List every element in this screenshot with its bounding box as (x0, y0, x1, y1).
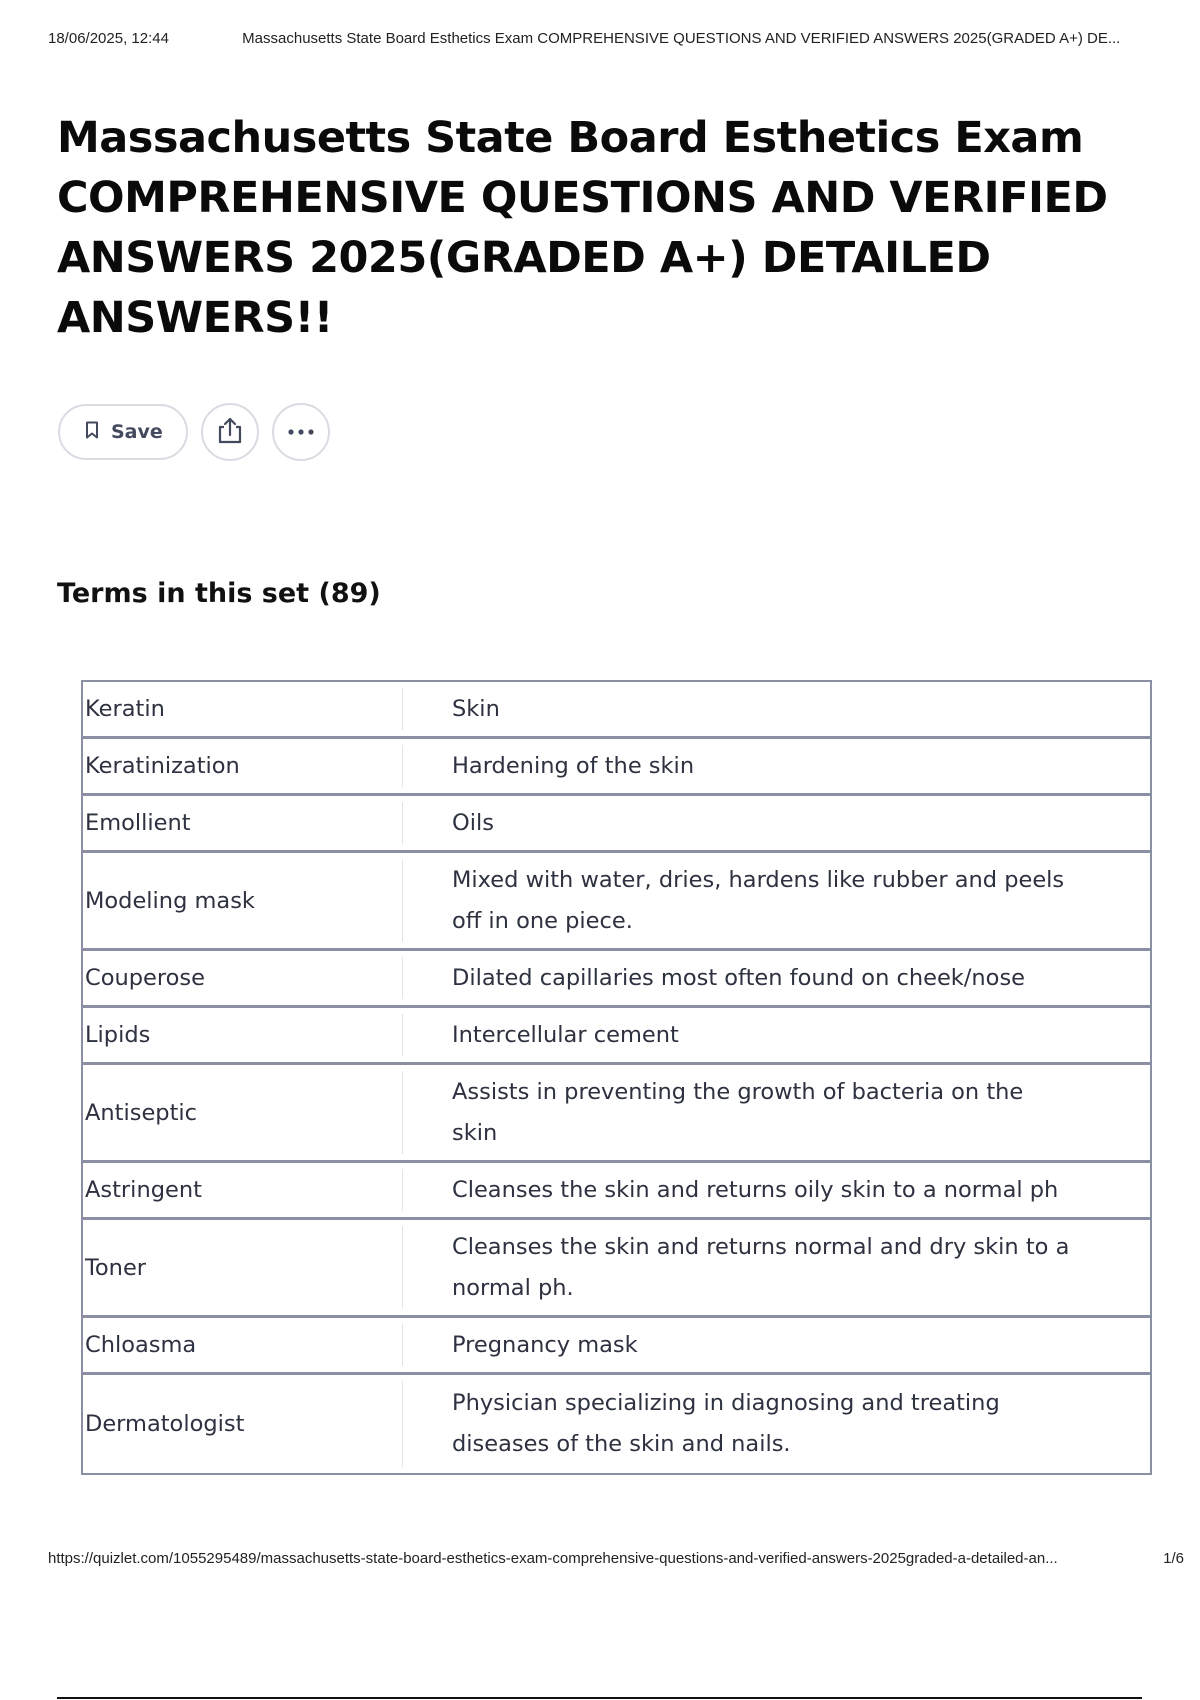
table-row (83, 853, 1150, 951)
terms-heading: Terms in this set (89) (57, 578, 381, 609)
more-options-button[interactable] (272, 403, 330, 461)
term-text: Keratinization (83, 745, 403, 787)
definition-text: Pregnancy mask (452, 1331, 638, 1358)
definition-text: Oils (452, 809, 494, 836)
term-text: Couperose (83, 957, 403, 999)
definition-text: Skin (452, 695, 500, 722)
print-header (48, 30, 1184, 47)
term-text: Astringent (83, 1169, 403, 1211)
definition-text: Cleanses the skin and returns normal and dry skin to a normal ph. (452, 1233, 1070, 1301)
term-text: Keratin (83, 688, 403, 730)
term-text: Lipids (83, 1014, 403, 1056)
term-text: Antiseptic (83, 1071, 403, 1154)
definition-text: Intercellular cement (452, 1021, 679, 1048)
table-row (83, 1163, 1150, 1220)
term-text: Modeling mask (83, 859, 403, 942)
save-label: Save (111, 421, 163, 443)
page-number: 1/6 (1163, 1550, 1184, 1567)
definition-text: Cleanses the skin and returns oily skin to a normal ph (452, 1176, 1059, 1203)
definition-text: Dilated capillaries most often found on cheek/nose (452, 964, 1026, 991)
more-icon (287, 423, 315, 441)
share-button[interactable] (201, 403, 259, 461)
bookmark-icon (85, 421, 99, 444)
term-text: Chloasma (83, 1324, 403, 1366)
share-icon (217, 416, 243, 449)
table-row (83, 1065, 1150, 1163)
page-title: Massachusetts State Board Esthetics Exam COMPREHENSIVE QUESTIONS AND VERIFIED ANSWERS 2025(GRADED A+) DETAILED ANSWERS!! (57, 113, 1108, 343)
term-text: Dermatologist (83, 1381, 403, 1467)
print-footer (48, 1550, 1184, 1567)
term-text: Emollient (83, 802, 403, 844)
table-row (83, 796, 1150, 853)
table-row (83, 682, 1150, 739)
definition-text: Assists in preventing the growth of bacteria on the skin (452, 1078, 1024, 1146)
table-row (83, 739, 1150, 796)
table-row (83, 1375, 1150, 1473)
action-bar (58, 403, 330, 461)
save-button[interactable] (58, 404, 188, 460)
terms-table (81, 680, 1152, 1475)
print-doc-title: Massachusetts State Board Esthetics Exam COMPREHENSIVE QUESTIONS AND VERIFIED ANSWERS 2025(GRADED A+) DE... (242, 30, 1121, 47)
table-row (83, 1318, 1150, 1375)
page-divider (57, 1697, 1142, 1699)
print-url: https://quizlet.com/1055295489/massachusetts-state-board-esthetics-exam-comprehensive-questions-and-verified-answers-2025graded-a-detailed-an... (48, 1550, 1058, 1567)
table-row (83, 1008, 1150, 1065)
term-text: Toner (83, 1226, 403, 1309)
definition-text: Mixed with water, dries, hardens like rubber and peels off in one piece. (452, 866, 1065, 934)
definition-text: Hardening of the skin (452, 752, 695, 779)
definition-text: Physician specializing in diagnosing and treating diseases of the skin and nails. (452, 1390, 1000, 1457)
table-row (83, 951, 1150, 1008)
table-row (83, 1220, 1150, 1318)
print-date: 18/06/2025, 12:44 (48, 30, 169, 47)
